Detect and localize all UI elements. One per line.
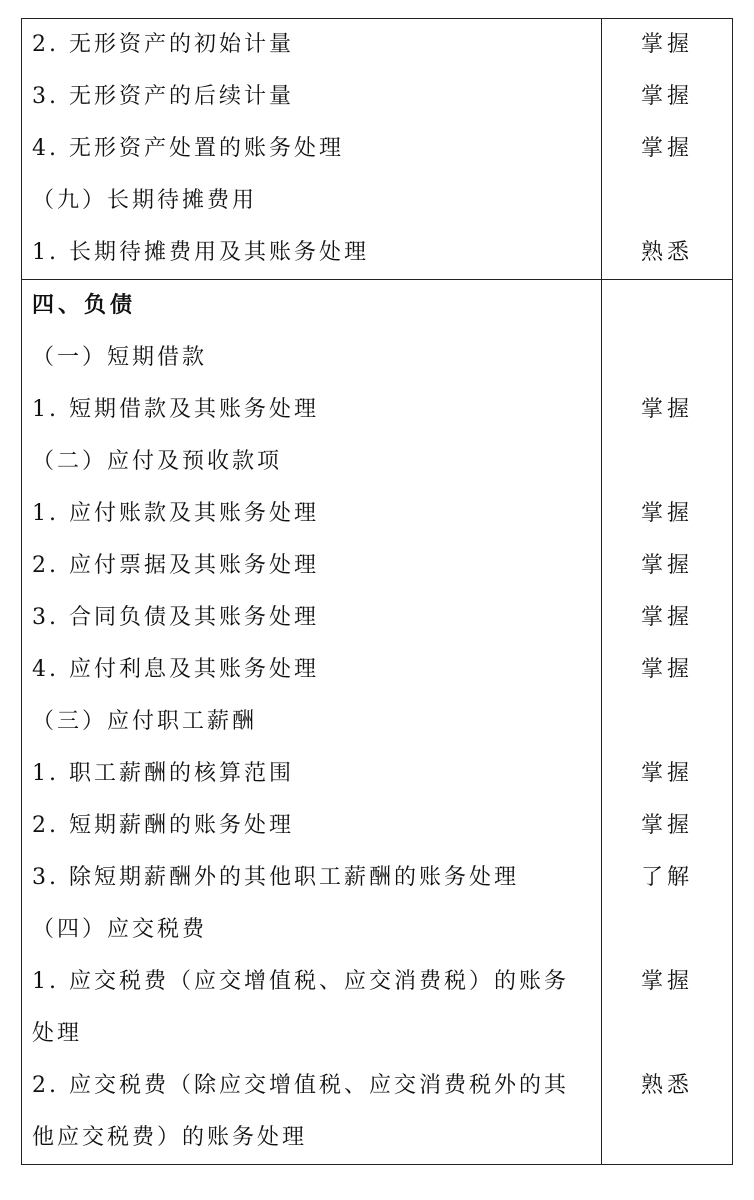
- table-row-item: 1. 职工薪酬的核算范围: [32, 761, 294, 786]
- requirement-column: [601, 19, 732, 279]
- table-section-intangible-assets: [22, 19, 732, 279]
- requirement-level: [602, 904, 732, 956]
- table-row-subheading: （二）应付及预收款项: [32, 449, 283, 474]
- table-row-item: 3. 合同负债及其账务处理: [32, 605, 319, 630]
- table-row-subheading: （一）短期借款: [32, 345, 208, 370]
- table-row-subheading: （三）应付职工薪酬: [32, 709, 258, 734]
- section-heading: 四、负债: [32, 293, 137, 318]
- table-row-item: 2. 无形资产的初始计量: [32, 32, 294, 57]
- requirement-level: 掌握: [640, 813, 693, 838]
- table-row-item: 1. 短期借款及其账务处理: [32, 397, 319, 422]
- requirement-level: 掌握: [640, 605, 693, 630]
- requirement-level: 掌握: [640, 969, 693, 994]
- requirement-level: 熟悉: [640, 1073, 693, 1098]
- requirement-level: 掌握: [640, 657, 693, 682]
- requirement-level: 掌握: [640, 397, 693, 422]
- requirement-level: 掌握: [640, 501, 693, 526]
- table-row-item: 1. 应付账款及其账务处理: [32, 501, 319, 526]
- content-column: [22, 19, 601, 279]
- requirement-column: [601, 280, 732, 1164]
- requirement-level: [602, 436, 732, 488]
- content-column: [22, 280, 601, 1164]
- requirement-level: 掌握: [640, 761, 693, 786]
- table-row-item: 2. 应交税费（除应交增值税、应交消费税外的其: [32, 1073, 569, 1098]
- table-row-item: 1. 长期待摊费用及其账务处理: [32, 240, 369, 265]
- table-row-subheading: （九）长期待摊费用: [32, 188, 258, 213]
- requirement-level: 掌握: [640, 136, 693, 161]
- table-row-item: 2. 短期薪酬的账务处理: [32, 813, 294, 838]
- table-section-liabilities: [22, 279, 732, 1164]
- table-row-item: 4. 应付利息及其账务处理: [32, 657, 319, 682]
- requirement-level: 掌握: [640, 84, 693, 109]
- requirement-level: 熟悉: [640, 240, 693, 265]
- table-row-item: 3. 除短期薪酬外的其他职工薪酬的账务处理: [32, 865, 519, 890]
- table-row-item: 2. 应付票据及其账务处理: [32, 553, 319, 578]
- requirement-level: 了解: [640, 865, 693, 890]
- requirement-level: 掌握: [640, 32, 693, 57]
- table-row-item-continued: 他应交税费）的账务处理: [32, 1125, 308, 1150]
- requirement-level: [602, 332, 732, 384]
- requirement-level: [602, 696, 732, 748]
- requirement-level-empty: [602, 280, 732, 332]
- table-row-item: 3. 无形资产的后续计量: [32, 84, 294, 109]
- requirement-level: [602, 175, 732, 227]
- table-row-item-continued: 处理: [32, 1021, 83, 1046]
- requirement-level: 掌握: [640, 553, 693, 578]
- syllabus-table: [21, 18, 733, 1165]
- table-row-item: 4. 无形资产处置的账务处理: [32, 136, 344, 161]
- table-row-item: 1. 应交税费（应交增值税、应交消费税）的账务: [32, 969, 569, 994]
- table-row-subheading: （四）应交税费: [32, 917, 208, 942]
